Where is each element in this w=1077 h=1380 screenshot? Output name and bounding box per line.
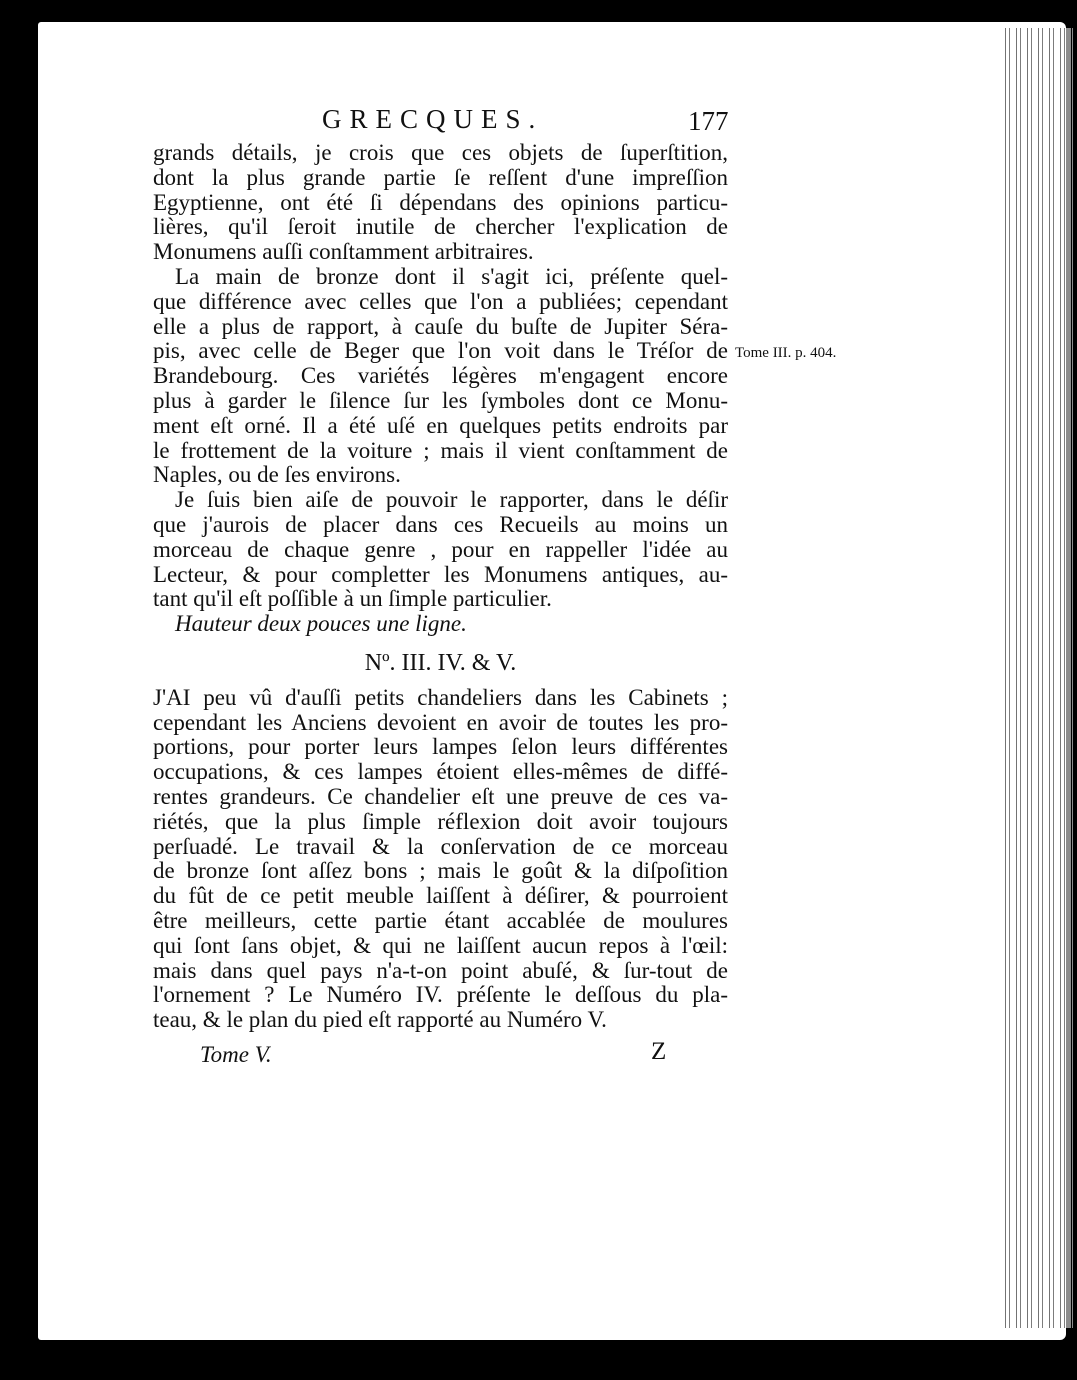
text-line: morceau de chaque genre , pour en rappeller l'idée au [153,536,728,562]
page-edge-shadow [1003,28,1073,1328]
text-line: Brandebourg. Ces variétés légères m'engagent encore [153,363,728,389]
text-line: ment eſt orné. Il a été uſé en quelques petits endroits par [153,412,728,438]
page-edge-fade [973,28,1003,1328]
text-line: que j'aurois de placer dans ces Recueils au moins un [153,511,728,537]
running-head: GRECQUES. [322,104,544,134]
signature-mark: Z [651,1038,667,1065]
text-line: Egyptienne, ont été ſi dépendans des opinions particu- [153,189,728,215]
text-line: portions, pour porter leurs lampes ſelon leurs différentes [153,734,728,760]
text-line: Naples, ou de ſes environs. [153,462,401,488]
text-line: l'ornement ? Le Numéro IV. préſente le deſſous du pla- [153,982,728,1008]
text-line: riétés, que la plus ſimple réflexion doit avoir toujours [153,808,728,834]
footer-volume: Tome V. [200,1042,272,1067]
text-line: que différence avec celles que l'on a publiées; cependant [153,288,728,314]
text-line: qui ſont ſans objet, & qui ne laiſſent aucun repos à l'œil: [153,932,728,958]
text-line: Monumens auſſi conſtamment arbitraires. [153,239,534,265]
text-line: perſuadé. Le travail & la conſervation de ce morceau [153,833,728,859]
text-line: Je ſuis bien aiſe de pouvoir le rapporter, dans le déſir [175,487,728,513]
text-line: Lecteur, & pour completter les Monumens antiques, au- [153,561,728,587]
margin-note: Tome III. p. 404. [735,345,837,361]
text-line: cependant les Anciens devoient en avoir de toutes les pro- [153,709,728,735]
text-line: du fût de ce petit meuble laiſſent à déſirer, & pourroient [153,883,728,909]
body-text [153,141,728,1033]
text-line: grands détails, je crois que ces objets de ſuperſtition, [153,140,728,165]
text-line: J'AI peu vû d'auſſi petits chandeliers dans les Cabinets ; [153,684,728,710]
text-line: dont la plus grande partie ſe reſſent d'une impreſſion [153,164,728,190]
text-line: rentes grandeurs. Ce chandelier eſt une preuve de ces va- [153,783,728,809]
dimension-line: Hauteur deux pouces une ligne. [175,611,467,637]
text-line: lières, qu'il ſeroit inutile de chercher l'explication de [153,214,728,240]
text-line: La main de bronze dont il s'agit ici, préſente quel- [175,263,728,289]
section-heading: Nº. III. IV. & V. [364,649,517,676]
text-line: plus à garder le ſilence ſur les ſymboles dont ce Monu- [153,387,728,413]
text-line: pis, avec celle de Beger que l'on voit dans le Tréſor de [153,338,728,364]
text-line: tant qu'il eſt poſſible à un ſimple particulier. [153,586,552,612]
text-line: elle a plus de rapport, à cauſe du buſte de Jupiter Séra- [153,313,728,339]
text-line: occupations, & ces lampes étoient elles-mêmes de diffé- [153,759,728,785]
text-line: de bronze ſont aſſez bons ; mais le goût & la diſpoſition [153,858,728,884]
page-number: 177 [688,106,729,136]
text-line: mais dans quel pays n'a-t-on point abuſé, & ſur-tout de [153,957,728,983]
text-line: être meilleurs, cette partie étant accablée de moulures [153,907,728,933]
text-line: teau, & le plan du pied eſt rapporté au Numéro V. [153,1007,607,1033]
text-line: le frottement de la voiture ; mais il vient conſtamment de [153,437,728,463]
